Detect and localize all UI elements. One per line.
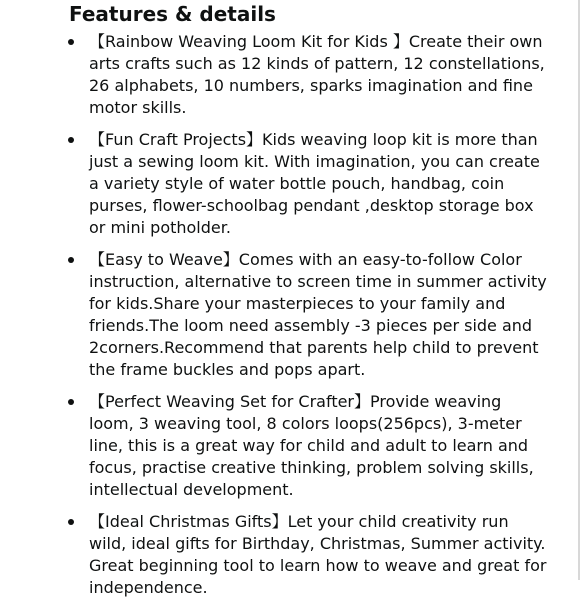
feature-text: 【Fun Craft Projects】Kids weaving loop kit is more than just a sewing loom kit. With imagination, you can create a variety style of water bottle pouch, handbag, coin purses, flower-schoolbag pendant ,desktop storage box or mini potholder.: [89, 130, 540, 237]
features-details-heading: Features & details: [69, 2, 276, 26]
feature-bullet-perfect-weaving-set: [68, 391, 548, 501]
feature-bullet-fun-craft-projects: [68, 129, 548, 239]
feature-bullet-ideal-christmas-gifts: [68, 511, 548, 599]
features-bullet-list: [68, 31, 548, 609]
feature-bullet-rainbow-loom: [68, 31, 548, 119]
feature-text: 【Perfect Weaving Set for Crafter】Provide weaving loom, 3 weaving tool, 8 colors loops(256pcs), 3-meter line, this is a great way for child and adult to learn and focus, practise creative thinking, problem solving skills, intellectual development.: [89, 392, 534, 499]
feature-text: 【Easy to Weave】Comes with an easy-to-follow Color instruction, alternative to screen time in summer activity for kids.Share your masterpieces to your family and friends.The loom need assembly -3 pieces per side and 2corners.Recommend that parents help child to prevent the frame buckles and pops apart.: [89, 250, 547, 379]
feature-bullet-easy-to-weave: [68, 249, 548, 381]
feature-text: 【Rainbow Weaving Loom Kit for Kids 】Create their own arts crafts such as 12 kinds of pattern, 12 constellations, 26 alphabets, 10 numbers, sparks imagination and fine motor skills.: [89, 32, 545, 117]
feature-text: 【Ideal Christmas Gifts】Let your child creativity run wild, ideal gifts for Birthday, Christmas, Summer activity. Great beginning tool to learn how to weave and great for independence.: [89, 512, 547, 597]
